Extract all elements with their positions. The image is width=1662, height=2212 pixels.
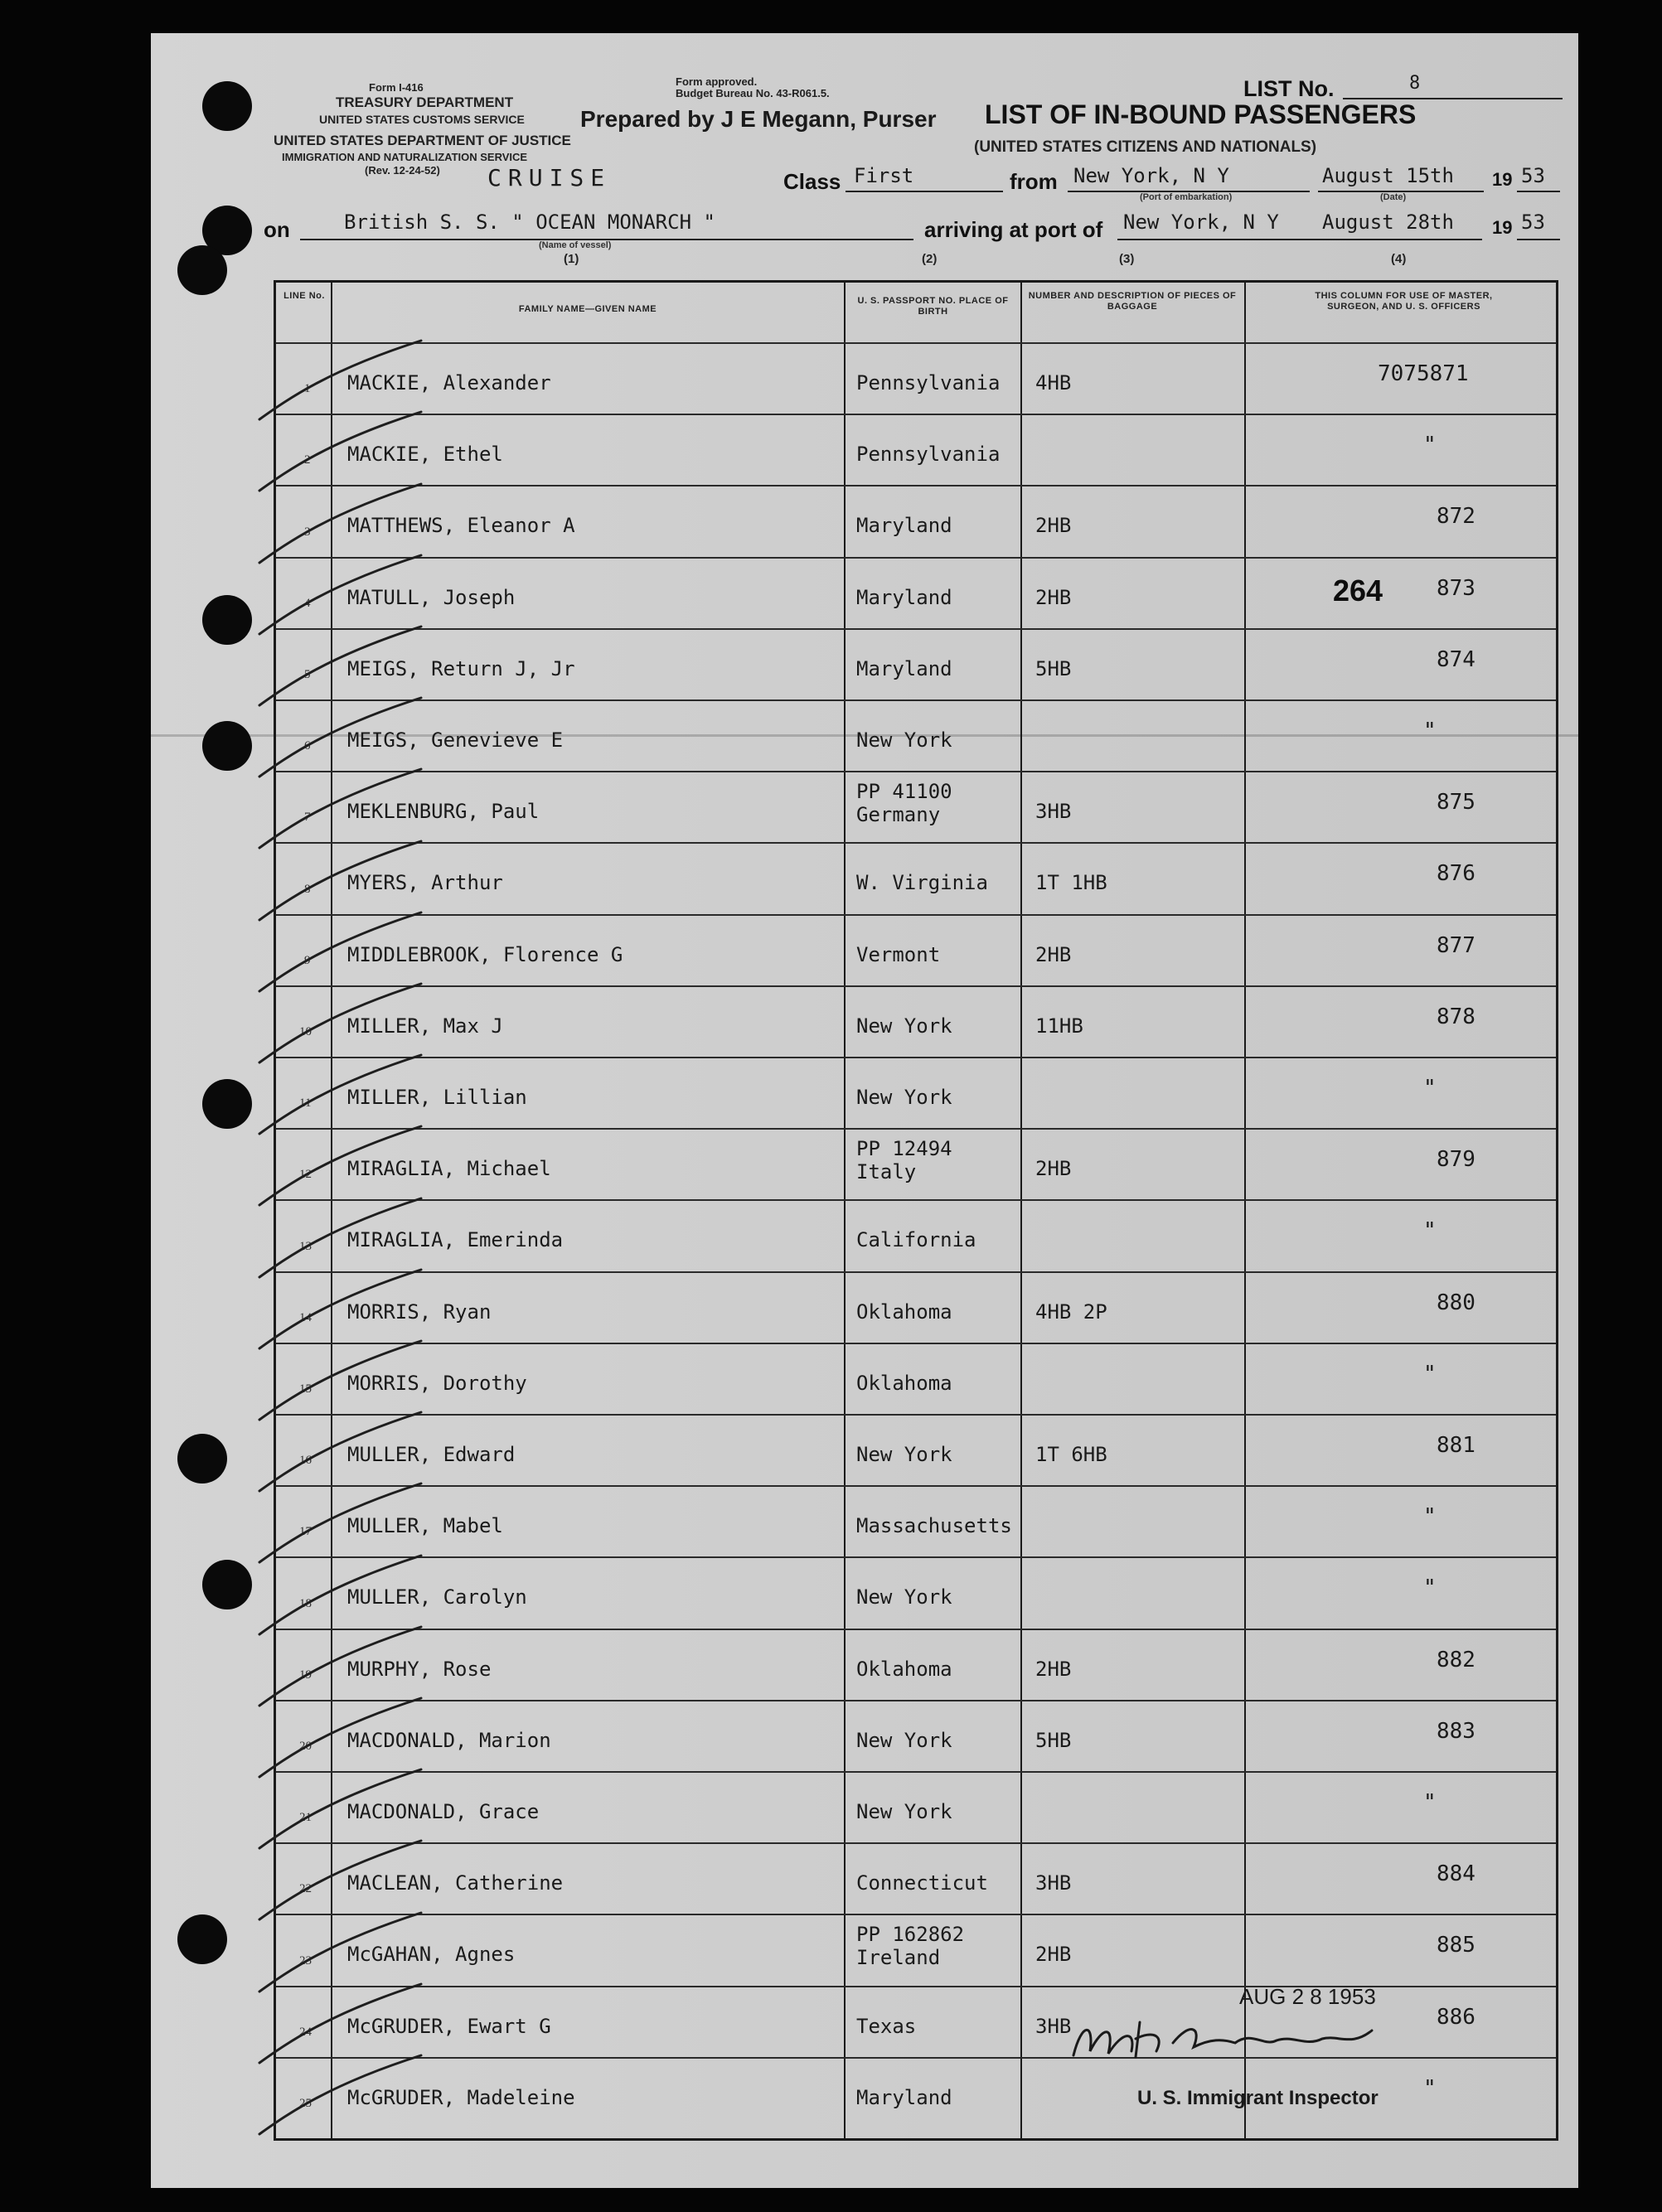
- binder-hole: [202, 595, 252, 645]
- place-of-birth: New York: [856, 1728, 952, 1752]
- place-of-birth: Massachusetts: [856, 1514, 1012, 1538]
- line-number: 8: [304, 882, 311, 896]
- place-of-birth: Oklahoma: [856, 1300, 952, 1324]
- place-of-birth: New York: [856, 1585, 952, 1609]
- vessel-caption: (Name of vessel): [539, 240, 612, 250]
- depart-date: August 15th: [1322, 164, 1454, 187]
- line-number: 2: [304, 453, 311, 467]
- line-number: 13: [299, 1239, 312, 1253]
- line-number: 23: [299, 1953, 312, 1968]
- class-label: Class: [783, 169, 841, 194]
- column-number-4: (4): [1391, 252, 1407, 266]
- passenger-name: MIRAGLIA, Michael: [347, 1157, 551, 1181]
- date-caption: (Date): [1380, 192, 1407, 202]
- baggage: 1T 6HB: [1035, 1443, 1107, 1467]
- passport-number: PP 41100: [856, 780, 952, 804]
- line-number: 6: [304, 739, 311, 753]
- table-row: [276, 1915, 1556, 1987]
- list-number-value: 8: [1409, 73, 1421, 94]
- arrival-line: [1117, 239, 1482, 240]
- table-row: [276, 987, 1556, 1058]
- place-of-birth: Pennsylvania: [856, 371, 1001, 395]
- baggage: 4HB: [1035, 371, 1072, 395]
- officer-entry: ": [1423, 1790, 1437, 1816]
- arrival-date: August 28th: [1322, 211, 1454, 234]
- place-of-birth: Italy: [856, 1160, 917, 1184]
- officer-entry: 882: [1437, 1647, 1475, 1672]
- table-row: [276, 1130, 1556, 1201]
- table-row: [276, 1844, 1556, 1915]
- passenger-name: MIRAGLIA, Emerinda: [347, 1228, 564, 1252]
- header-name: FAMILY NAME—GIVEN NAME: [518, 304, 657, 314]
- depart-year: 53: [1521, 164, 1545, 187]
- binder-hole: [177, 245, 227, 295]
- passenger-name: MILLER, Lillian: [347, 1086, 527, 1110]
- place-of-birth: New York: [856, 728, 952, 753]
- from-label: from: [1010, 169, 1058, 194]
- passenger-name: MULLER, Carolyn: [347, 1585, 527, 1609]
- baggage: 5HB: [1035, 656, 1072, 680]
- officer-entry: 883: [1437, 1718, 1475, 1744]
- document-subtitle: (UNITED STATES CITIZENS AND NATIONALS): [974, 138, 1317, 156]
- passenger-name: MACDONALD, Grace: [347, 1800, 540, 1824]
- baggage: 4HB 2P: [1035, 1300, 1107, 1324]
- table-row: [276, 1416, 1556, 1487]
- prepared-by: Prepared by J E Megann, Purser: [580, 106, 937, 132]
- baggage: 1T 1HB: [1035, 871, 1107, 895]
- table-row: [276, 630, 1556, 701]
- officer-entry: 880: [1437, 1290, 1475, 1315]
- line-number: 21: [299, 1811, 312, 1825]
- baggage: 3HB: [1035, 1871, 1072, 1895]
- passenger-name: MYERS, Arthur: [347, 871, 503, 895]
- table-row: [276, 1630, 1556, 1701]
- table-row: [276, 486, 1556, 558]
- arrival-year-line: [1517, 239, 1560, 240]
- cruise-label: CRUISE: [487, 164, 612, 191]
- officer-entry: ": [1423, 1361, 1437, 1387]
- passenger-name: MACDONALD, Marion: [347, 1728, 551, 1752]
- officer-entry: ": [1423, 2075, 1437, 2101]
- form-revision: (Rev. 12-24-52): [365, 164, 440, 177]
- on-label: on: [264, 217, 290, 242]
- officer-entry: 886: [1437, 2004, 1475, 2030]
- page-stamp-number: 264: [1333, 574, 1383, 607]
- binder-hole: [202, 1560, 252, 1609]
- place-of-birth: Ireland: [856, 1946, 941, 1970]
- line-number: 5: [304, 667, 311, 681]
- binder-hole: [202, 721, 252, 771]
- passenger-name: MIDDLEBROOK, Florence G: [347, 942, 623, 966]
- class-value: First: [854, 164, 914, 187]
- officer-entry: 7075871: [1378, 361, 1469, 387]
- passport-number: PP 162862: [856, 1923, 965, 1947]
- line-number: 14: [299, 1310, 312, 1324]
- column-number-1: (1): [564, 252, 579, 266]
- list-number-label: LIST No.: [1243, 76, 1335, 101]
- table-row: [276, 415, 1556, 486]
- place-of-birth: Germany: [856, 803, 941, 827]
- table-row: [276, 1558, 1556, 1629]
- line-number: 20: [299, 1739, 312, 1753]
- officer-entry: 878: [1437, 1004, 1475, 1029]
- passenger-name: MEKLENBURG, Paul: [347, 800, 540, 824]
- line-number: 15: [299, 1382, 312, 1396]
- officer-entry: 876: [1437, 861, 1475, 887]
- place-of-birth: Pennsylvania: [856, 443, 1001, 467]
- inspector-title: U. S. Immigrant Inspector: [1137, 2087, 1379, 2109]
- line-number: 12: [299, 1168, 312, 1182]
- place-of-birth: W. Virginia: [856, 871, 988, 895]
- passenger-name: MULLER, Mabel: [347, 1514, 503, 1538]
- class-line: [846, 191, 1003, 192]
- document-title: LIST OF IN-BOUND PASSENGERS: [985, 99, 1417, 129]
- baggage: 3HB: [1035, 2014, 1072, 2038]
- arrival-year-prefix: 19: [1492, 217, 1513, 238]
- line-number: 19: [299, 1667, 312, 1682]
- place-of-birth: Maryland: [856, 656, 952, 680]
- officer-entry: 881: [1437, 1433, 1475, 1459]
- binder-hole: [177, 1434, 227, 1484]
- officer-entry: ": [1423, 1576, 1437, 1601]
- baggage: 2HB: [1035, 942, 1072, 966]
- line-number: 1: [304, 382, 311, 396]
- officer-entry: ": [1423, 1504, 1437, 1530]
- officer-entry: 873: [1437, 575, 1475, 601]
- header-baggage: NUMBER AND DESCRIPTION OF PIECES OF BAGGAGE: [1028, 291, 1237, 312]
- officer-entry: 877: [1437, 932, 1475, 958]
- vessel-name: British S. S. " OCEAN MONARCH ": [344, 211, 715, 234]
- place-of-birth: New York: [856, 1014, 952, 1038]
- place-of-birth: Maryland: [856, 514, 952, 538]
- form-number: Form I-416: [369, 81, 424, 94]
- officer-entry: 874: [1437, 646, 1475, 672]
- officer-entry: 875: [1437, 790, 1475, 816]
- place-of-birth: Texas: [856, 2014, 917, 2038]
- passenger-name: MACLEAN, Catherine: [347, 1871, 564, 1895]
- passenger-name: MURPHY, Rose: [347, 1657, 492, 1681]
- passport-number: PP 12494: [856, 1137, 952, 1161]
- treasury-department: TREASURY DEPARTMENT: [336, 94, 514, 110]
- passenger-name: MULLER, Edward: [347, 1443, 516, 1467]
- passenger-name: MATTHEWS, Eleanor A: [347, 514, 575, 538]
- passenger-name: MATULL, Joseph: [347, 585, 516, 609]
- baggage: 2HB: [1035, 1157, 1072, 1181]
- department-of-justice: UNITED STATES DEPARTMENT OF JUSTICE: [274, 133, 571, 148]
- column-number-3: (3): [1119, 252, 1135, 266]
- budget-bureau-number: Budget Bureau No. 43-R061.5.: [676, 87, 830, 99]
- table-row: [276, 1058, 1556, 1130]
- place-of-birth: Maryland: [856, 585, 952, 609]
- depart-year-prefix: 19: [1492, 169, 1513, 190]
- line-number: 16: [299, 1454, 312, 1468]
- officer-entry: 885: [1437, 1933, 1475, 1958]
- table-row: [276, 1273, 1556, 1344]
- baggage: 11HB: [1035, 1014, 1083, 1038]
- arrival-port: New York, N Y: [1123, 211, 1279, 234]
- table-row: [276, 344, 1556, 415]
- place-of-birth: California: [856, 1228, 976, 1252]
- passenger-table: [274, 280, 1558, 2141]
- line-number: 24: [299, 2025, 312, 2039]
- line-number: 9: [304, 953, 311, 967]
- line-number: 10: [299, 1024, 312, 1038]
- binder-hole: [177, 1914, 227, 1964]
- table-row: [276, 1701, 1556, 1773]
- table-row: [276, 844, 1556, 915]
- officer-entry: ": [1423, 1218, 1437, 1244]
- list-number-line: [1343, 98, 1563, 99]
- place-of-birth: New York: [856, 1800, 952, 1824]
- officer-entry: 879: [1437, 1147, 1475, 1173]
- line-number: 3: [304, 525, 311, 539]
- passenger-name: MORRIS, Ryan: [347, 1300, 492, 1324]
- place-of-birth: Oklahoma: [856, 1371, 952, 1395]
- table-row: [276, 1344, 1556, 1416]
- line-number: 17: [299, 1525, 312, 1539]
- baggage: 2HB: [1035, 1943, 1072, 1967]
- baggage: 5HB: [1035, 1728, 1072, 1752]
- line-number: 11: [299, 1096, 312, 1111]
- baggage: 2HB: [1035, 585, 1072, 609]
- place-of-birth: Oklahoma: [856, 1657, 952, 1681]
- header-passport: U. S. PASSPORT NO. PLACE OF BIRTH: [857, 296, 1009, 317]
- officer-entry: ": [1423, 433, 1437, 458]
- port-of-embarkation-caption: (Port of embarkation): [1140, 192, 1233, 202]
- passenger-name: McGRUDER, Ewart G: [347, 2014, 551, 2038]
- passenger-name: MILLER, Max J: [347, 1014, 503, 1038]
- from-port: New York, N Y: [1073, 164, 1229, 187]
- table-row: [276, 1487, 1556, 1558]
- passenger-name: McGRUDER, Madeleine: [347, 2085, 575, 2109]
- arrival-year: 53: [1521, 211, 1545, 234]
- passenger-name: McGAHAN, Agnes: [347, 1943, 516, 1967]
- line-number: 25: [299, 2096, 312, 2110]
- header-officers: THIS COLUMN FOR USE OF MASTER, SURGEON, AND U. S. OFFICERS: [1315, 291, 1493, 312]
- passenger-name: MACKIE, Alexander: [347, 371, 551, 395]
- line-number: 4: [304, 596, 311, 610]
- table-row: [276, 772, 1556, 844]
- line-number: 7: [304, 811, 311, 825]
- table-row: [276, 1773, 1556, 1844]
- table-row: [276, 701, 1556, 772]
- arriving-label: arriving at port of: [924, 217, 1103, 242]
- table-row: [276, 916, 1556, 987]
- line-number: 18: [299, 1596, 312, 1610]
- column-number-2: (2): [922, 252, 938, 266]
- place-of-birth: New York: [856, 1443, 952, 1467]
- place-of-birth: New York: [856, 1086, 952, 1110]
- place-of-birth: Connecticut: [856, 1871, 988, 1895]
- binder-hole: [202, 81, 252, 131]
- form-approved: Form approved.: [676, 75, 758, 88]
- baggage: 2HB: [1035, 514, 1072, 538]
- table-row: [276, 1201, 1556, 1272]
- inspector-signature: [1057, 2006, 1405, 2072]
- officer-entry: 872: [1437, 504, 1475, 530]
- customs-service: UNITED STATES CUSTOMS SERVICE: [319, 113, 525, 126]
- naturalization-service: IMMIGRATION AND NATURALIZATION SERVICE: [282, 151, 528, 163]
- passenger-name: MEIGS, Genevieve E: [347, 728, 564, 753]
- depart-year-line: [1517, 191, 1560, 192]
- baggage: 3HB: [1035, 800, 1072, 824]
- officer-entry: 884: [1437, 1861, 1475, 1887]
- inspection-date-stamp: AUG 2 8 1953: [1239, 1984, 1376, 2009]
- place-of-birth: Maryland: [856, 2085, 952, 2109]
- officer-entry: ": [1423, 1076, 1437, 1101]
- baggage: 2HB: [1035, 1657, 1072, 1681]
- binder-hole: [202, 1079, 252, 1129]
- passenger-name: MORRIS, Dorothy: [347, 1371, 527, 1395]
- place-of-birth: Vermont: [856, 942, 941, 966]
- officer-entry: ": [1423, 719, 1437, 744]
- header-line-no: LINE No.: [283, 291, 325, 301]
- passenger-name: MEIGS, Return J, Jr: [347, 656, 575, 680]
- line-number: 22: [299, 1882, 312, 1896]
- passenger-name: MACKIE, Ethel: [347, 443, 503, 467]
